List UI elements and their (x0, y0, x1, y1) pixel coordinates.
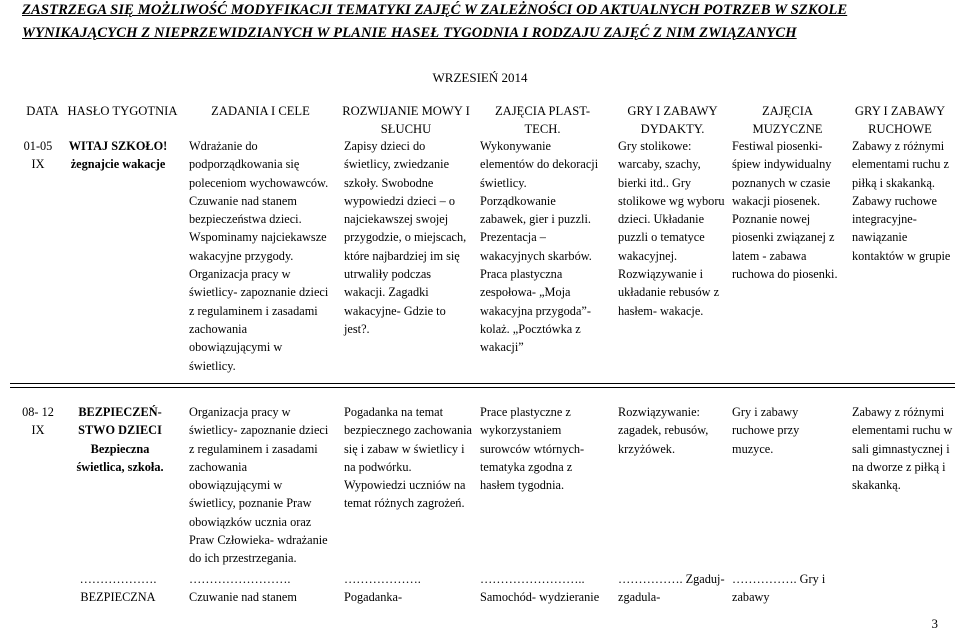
table-cell-dydakt-2: Rozwiązywanie: zagadek, rebusów, krzyżówek. (618, 405, 709, 456)
table-cell-date-2: 08- 12 IX (22, 405, 54, 438)
table-cell-mowa-2: Pogadanka na temat bezpiecznego zachowania się i zabaw w świetlicy i na podwórku. Wypowiedzi uczniów na temat różnych zagrożeń. (344, 405, 473, 511)
table-cell-haslo-2: BEZPIECZEŃ-STWO DZIECI Bezpieczna świetlica, szkoła. (76, 405, 164, 474)
table-cell-plast-2: Prace plastyczne z wykorzystaniem surowców wtórnych- tematyka zgodna z hasłem tygodnia. (480, 405, 585, 493)
table-cell-dydakt-1: Gry stolikowe: warcaby, szachy, bierki itd.. Gry stolikowe wg wyboru dzieci. Układanie puzzli o tematyce wakacyjnej. Rozwiązywanie i układanie rebusów z hasłem- wakacje. (618, 139, 725, 318)
column-header-mowa: ROZWIJANIE MOWY I SŁUCHU (342, 104, 470, 137)
header-line-1: ZASTRZEGA SIĘ MOŻLIWOŚĆ MODYFIKACJI TEMATYKI ZAJĘĆ W ZALEŻNOŚCI OD AKTUALNYCH POTRZEB W SZKOLE (22, 2, 848, 18)
table-cell-muzyczne-2: Gry i zabawy ruchowe przy muzyce. (732, 405, 800, 456)
table-cell-zadania-2: Organizacja pracy w świetlicy- zapoznanie dzieci z regulaminem i zasadami zachowania obowiązującymi w świetlicy, poznanie Praw obowiązków ucznia oraz Praw Człowieka- wdrażanie do ich przestrzegania. (189, 405, 329, 566)
table-cell-plast-3: …………………….. Samochód- wydzieranie (480, 572, 600, 605)
table-cell-ruchowe-2: Zabawy z różnymi elementami ruchu w sali gimnastycznej i na dworze z piłką i skakanką. (852, 405, 953, 493)
table-cell-haslo-3: ………………. BEZPIECZNA (79, 572, 157, 605)
table-cell-zadania-1: Wdrażanie do podporządkowania się poleceniom wychowawców. Czuwanie nad stanem bezpieczeństwa dzieci. Wspominamy najciekawsze wakacyjne przygody. Organizacja pracy w świetlicy- zapoznanie dzieci z regulaminem i zasadami zachowania obowiązującymi w świetlicy. (189, 139, 329, 373)
header-line-2: WYNIKAJĄCYCH Z NIEPRZEWIDZIANYCH W PLANIE HASEŁ TYGODNIA I RODZAJU ZAJĘĆ Z NIM ZWIĄZANYCH (22, 25, 797, 41)
row-divider-1 (10, 383, 955, 384)
row-divider-2 (10, 387, 955, 388)
month-title: WRZESIEŃ 2014 (432, 70, 528, 85)
table-cell-mowa-1: Zapisy dzieci do świetlicy, zwiedzanie szkoły. Swobodne wypowiedzi dzieci – o najciekawszej swojej przygodzie, o miejscach, które najbardziej im się utrwaliły podczas wakacji. Zagadki wakacyjne- Gdzie to jest?. (344, 139, 467, 336)
column-header-muzyczne: ZAJĘCIA MUZYCZNE (752, 104, 823, 137)
table-cell-mowa-3: ………………. Pogadanka- (344, 572, 421, 605)
table-cell-date-1: 01-05 IX (23, 139, 53, 172)
column-header-ruchowe: GRY I ZABAWY RUCHOWE (854, 104, 946, 137)
table-cell-dydakt-3: ……………. Zgaduj-zgadula- (618, 572, 725, 605)
column-header-dydakt: GRY I ZABAWY DYDAKTY. (627, 104, 718, 137)
column-header-plast: ZAJĘCIA PLAST-TECH. (494, 104, 591, 137)
table-cell-haslo-1: WITAJ SZKOŁO! żegnajcie wakacje (68, 139, 168, 172)
table-cell-zadania-3: ……………………. Czuwanie nad stanem (189, 572, 297, 605)
column-header-data: DATA (26, 104, 59, 118)
column-header-zadania: ZADANIA I CELE (211, 104, 310, 118)
table-cell-muzyczne-1: Festiwal piosenki- śpiew indywidualny poznanych w czasie wakacji piosenek. Poznanie nowej piosenki związanej z latem - zabawa ruchowa do piosenki. (732, 139, 838, 282)
table-cell-ruchowe-1: Zabawy z różnymi elementami ruchu z piłką i skakanką. Zabawy ruchowe integracyjne- nawiązanie kontaktów w grupie (852, 139, 951, 263)
page-number: 3 (931, 616, 938, 631)
table-cell-ruchowe-3: ……………. Gry i zabawy (732, 572, 826, 605)
table-cell-plast-1: Wykonywanie elementów do dekoracji świetlicy. Porządkowanie zabawek, gier i puzzli. Prezentacja – wakacyjnych skarbów. Praca plastyczna zespołowa- „Moja wakacyjna przygoda”- kolaż. „Pocztówka z wakacji” (480, 139, 599, 355)
column-header-haslo: HASŁO TYGOTNIA (67, 104, 178, 118)
